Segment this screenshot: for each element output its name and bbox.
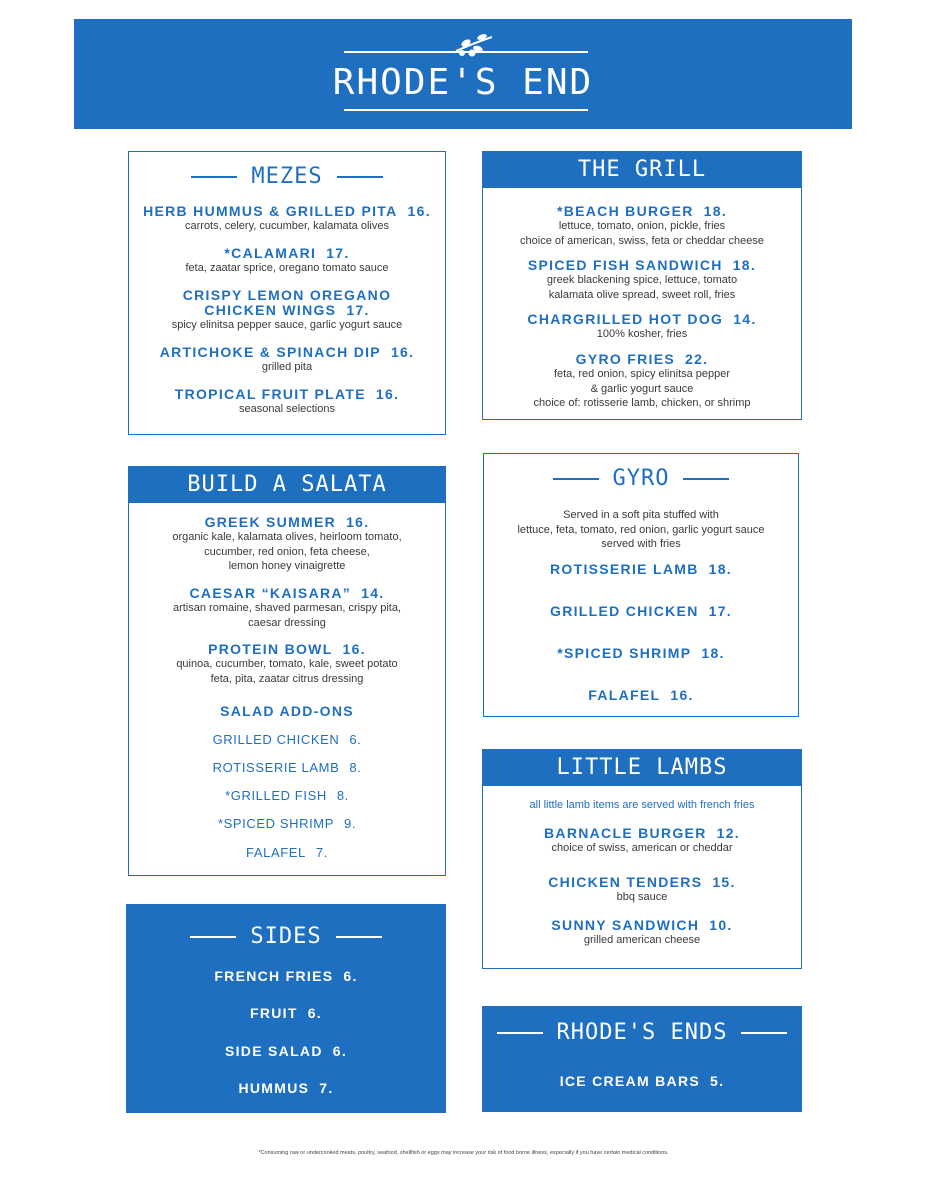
- mezes-section: [128, 151, 446, 435]
- menu-item: FALAFEL 16.: [588, 687, 694, 703]
- menu-item: SPICED FISH SANDWICH 18. greek blackening spice, lettuce, tomato kalamata olive spread, sweet roll, fries: [527, 257, 757, 301]
- header-banner: [74, 19, 852, 129]
- footer-disclaimer: *Consuming raw or undercooked meats, poultry, seafood, shellfish or eggs may increase your risk of food borne illness, especially if you have certain medical conditions.: [258, 1150, 669, 1156]
- addon-item: GRILLED CHICKEN 6.: [212, 732, 362, 747]
- gyro-section: [483, 453, 799, 717]
- olive-branch-icon: [452, 31, 496, 59]
- restaurant-name: RHODE'S END: [332, 62, 594, 103]
- menu-item: *BEACH BURGER 18. lettuce, tomato, onion, pickle, fries choice of american, swiss, feta or cheddar cheese: [520, 203, 764, 247]
- menu-item: FRUIT 6.: [250, 1005, 322, 1021]
- grill-heading: THE GRILL: [483, 152, 801, 188]
- salata-heading: BUILD A SALATA: [129, 467, 445, 503]
- little-lambs-heading: LITTLE LAMBS: [483, 750, 801, 786]
- menu-item: PROTEIN BOWL 16. quinoa, cucumber, tomato, kale, sweet potato feta, pita, zaatar citrus dressing: [176, 641, 398, 685]
- addon-item: *SPICED SHRIMP 9.: [217, 816, 357, 831]
- little-lambs-section: [482, 749, 802, 969]
- menu-item: HERB HUMMUS & GRILLED PITA 16. carrots, celery, cucumber, kalamata olives: [143, 203, 431, 232]
- menu-item: ARTICHOKE & SPINACH DIP 16. grilled pita: [159, 344, 415, 373]
- menu-item: BARNACLE BURGER 12. choice of swiss, american or cheddar: [544, 825, 740, 854]
- menu-item: SUNNY SANDWICH 10. grilled american cheese: [551, 917, 733, 946]
- menu-item: *CALAMARI 17. feta, zaatar sprice, oregano tomato sauce: [185, 245, 389, 274]
- menu-item: ROTISSERIE LAMB 18.: [550, 561, 732, 577]
- rhodes-ends-section: [482, 1006, 802, 1112]
- gyro-heading: GYRO: [484, 466, 798, 491]
- rhodes-ends-heading: RHODE'S ENDS: [482, 1020, 802, 1045]
- addon-item: *GRILLED FISH 8.: [225, 788, 349, 803]
- menu-item: FRENCH FRIES 6.: [214, 968, 358, 984]
- menu-item: GRILLED CHICKEN 17.: [550, 603, 732, 619]
- sides-section: [126, 904, 446, 1113]
- menu-item: CHICKEN TENDERS 15. bbq sauce: [548, 874, 736, 903]
- banner-rule-bottom: [344, 109, 588, 111]
- menu-item: GREEK SUMMER 16. organic kale, kalamata olives, heirloom tomato, cucumber, red onion, feta cheese, lemon honey vinaigrette: [172, 514, 402, 572]
- menu-item: ICE CREAM BARS 5.: [559, 1073, 725, 1089]
- salad-addons-heading: SALAD ADD-ONS: [220, 703, 354, 719]
- salata-section: [128, 466, 446, 876]
- menu-item: *SPICED SHRIMP 18.: [557, 645, 725, 661]
- menu-item: TROPICAL FRUIT PLATE 16. seasonal selections: [174, 386, 400, 415]
- menu-item: GYRO FRIES 22. feta, red onion, spicy elinitsa pepper & garlic yogurt sauce choice of: rotisserie lamb, chicken, or shrimp: [533, 351, 751, 409]
- banner-rule-top: [344, 51, 588, 53]
- menu-item: CRISPY LEMON OREGANO CHICKEN WINGS 17. spicy elinitsa pepper sauce, garlic yogurt sauce: [171, 287, 403, 331]
- menu-item: SIDE SALAD 6.: [224, 1043, 348, 1059]
- addon-item: FALAFEL 7.: [246, 845, 328, 860]
- gyro-intro: Served in a soft pita stuffed with lettuce, feta, tomato, red onion, garlic yogurt sauce served with fries: [517, 509, 765, 550]
- menu-item: HUMMUS 7.: [238, 1080, 334, 1096]
- little-lambs-note: all little lamb items are served with french fries: [529, 799, 755, 811]
- menu-item: CAESAR “KAISARA” 14. artisan romaine, shaved parmesan, crispy pita, caesar dressing: [172, 585, 402, 629]
- mezes-heading: MEZES: [129, 164, 445, 189]
- sides-heading: SIDES: [126, 924, 446, 949]
- grill-section: [482, 151, 802, 420]
- menu-item: CHARGRILLED HOT DOG 14. 100% kosher, fries: [527, 311, 757, 340]
- addon-item: ROTISSERIE LAMB 8.: [212, 760, 362, 775]
